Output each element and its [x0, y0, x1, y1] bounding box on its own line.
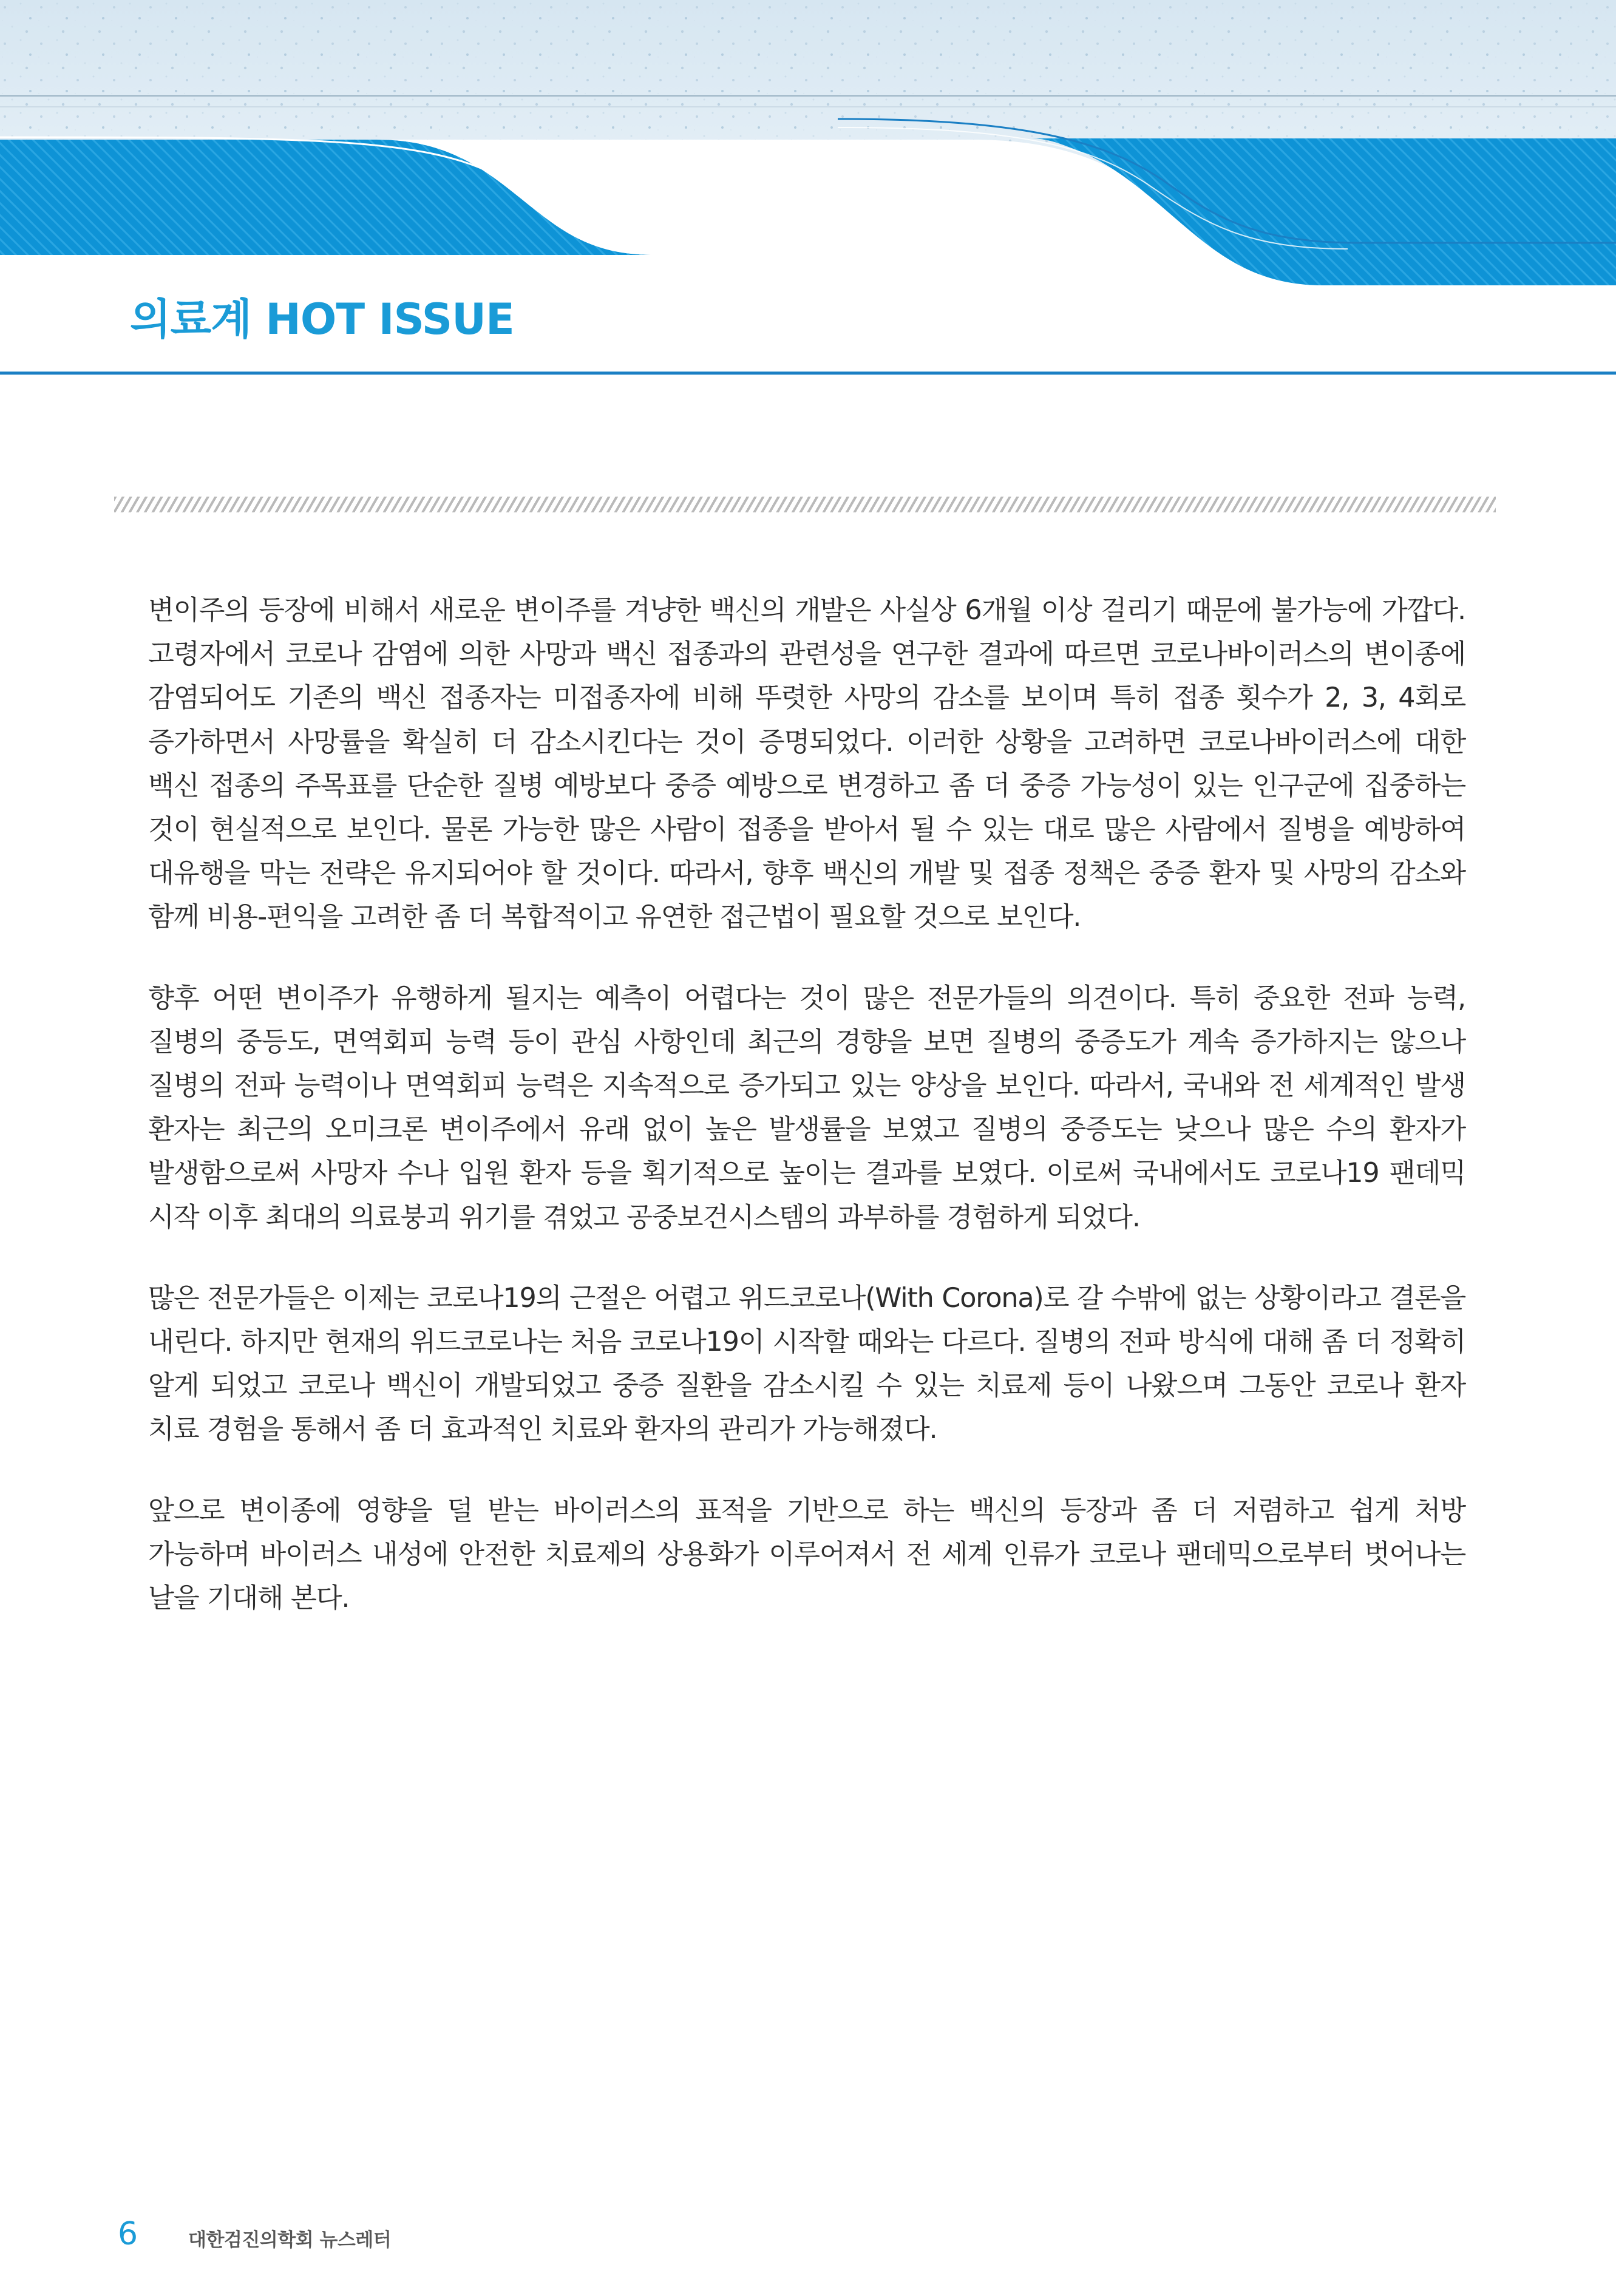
hatched-divider	[114, 497, 1496, 512]
article-paragraph: 향후 어떤 변이주가 유행하게 될지는 예측이 어렵다는 것이 많은 전문가들의 의견이다. 특히 중요한 전파 능력, 질병의 중등도, 면역회피 능력 등이 관심 사항인데 최근의 경향을 보면 질병의 중증도가 계속 증가하지는 않으나 질병의 전파 능력이나 면역회피 능력은 지속적으로 증가되고 있는 양상을 보인다. 따라서, 국내와 전 세계적인 발생 환자는 최근의 오미크론 변이주에서 유래 없이 높은 발생률을 보였고 질병의 중증도는 낮으나 많은 수의 환자가 발생함으로써 사망자 수나 입원 환자 등을 획기적으로 높이는 결과를 보였다. 이로써 국내에서도 코로나19 팬데믹 시작 이후 최대의 의료붕괴 위기를 겪었고 공중보건시스템의 과부하를 경험하게 되었다.	[148, 982, 1465, 1233]
section-title: 의료계 HOT ISSUE	[130, 294, 514, 344]
article-paragraph: 많은 전문가들은 이제는 코로나19의 근절은 어렵고 위드코로나(With Corona)로 갈 수밖에 없는 상황이라고 결론을 내린다. 하지만 현재의 위드코로나는 처음 코로나19이 시작할 때와는 다르다. 질병의 전파 방식에 대해 좀 더 정확히 알게 되었고 코로나 백신이 개발되었고 중증 질환을 감소시킬 수 있는 치료제 등이 나왔으며 그동안 코로나 환자 치료 경험을 통해서 좀 더 효과적인 치료와 환자의 관리가 가능해졌다.	[148, 1282, 1465, 1445]
article-body	[148, 589, 1465, 1657]
publication-name: 대한검진의학회 뉴스레터	[188, 2229, 392, 2251]
page-number: 6	[118, 2216, 138, 2252]
title-underline	[0, 372, 1616, 375]
article-paragraph: 변이주의 등장에 비해서 새로운 변이주를 겨냥한 백신의 개발은 사실상 6개월 이상 걸리기 때문에 불가능에 가깝다. 고령자에서 코로나 감염에 의한 사망과 백신 접종과의 관련성을 연구한 결과에 따르면 코로나바이러스의 변이종에 감염되어도 기존의 백신 접종자는 미접종자에 비해 뚜렷한 사망의 감소를 보이며 특히 접종 횟수가 2, 3, 4회로 증가하면서 사망률을 확실히 더 감소시킨다는 것이 증명되었다. 이러한 상황을 고려하면 코로나바이러스에 대한 백신 접종의 주목표를 단순한 질병 예방보다 중증 예방으로 변경하고 좀 더 중증 가능성이 있는 인구군에 집중하는 것이 현실적으로 보인다. 물론 가능한 많은 사람이 접종을 받아서 될 수 있는 대로 많은 사람에서 질병을 예방하여 대유행을 막는 전략은 유지되어야 할 것이다. 따라서, 향후 백신의 개발 및 접종 정책은 중증 환자 및 사망의 감소와 함께 비용-편익을 고려한 좀 더 복합적이고 유연한 접근법이 필요할 것으로 보인다.	[148, 595, 1465, 933]
article-paragraph: 앞으로 변이종에 영향을 덜 받는 바이러스의 표적을 기반으로 하는 백신의 등장과 좀 더 저렴하고 쉽게 처방 가능하며 바이러스 내성에 안전한 치료제의 상용화가 이루어져서 전 세계 인류가 코로나 팬데믹으로부터 벗어나는 날을 기대해 본다.	[148, 1495, 1465, 1614]
